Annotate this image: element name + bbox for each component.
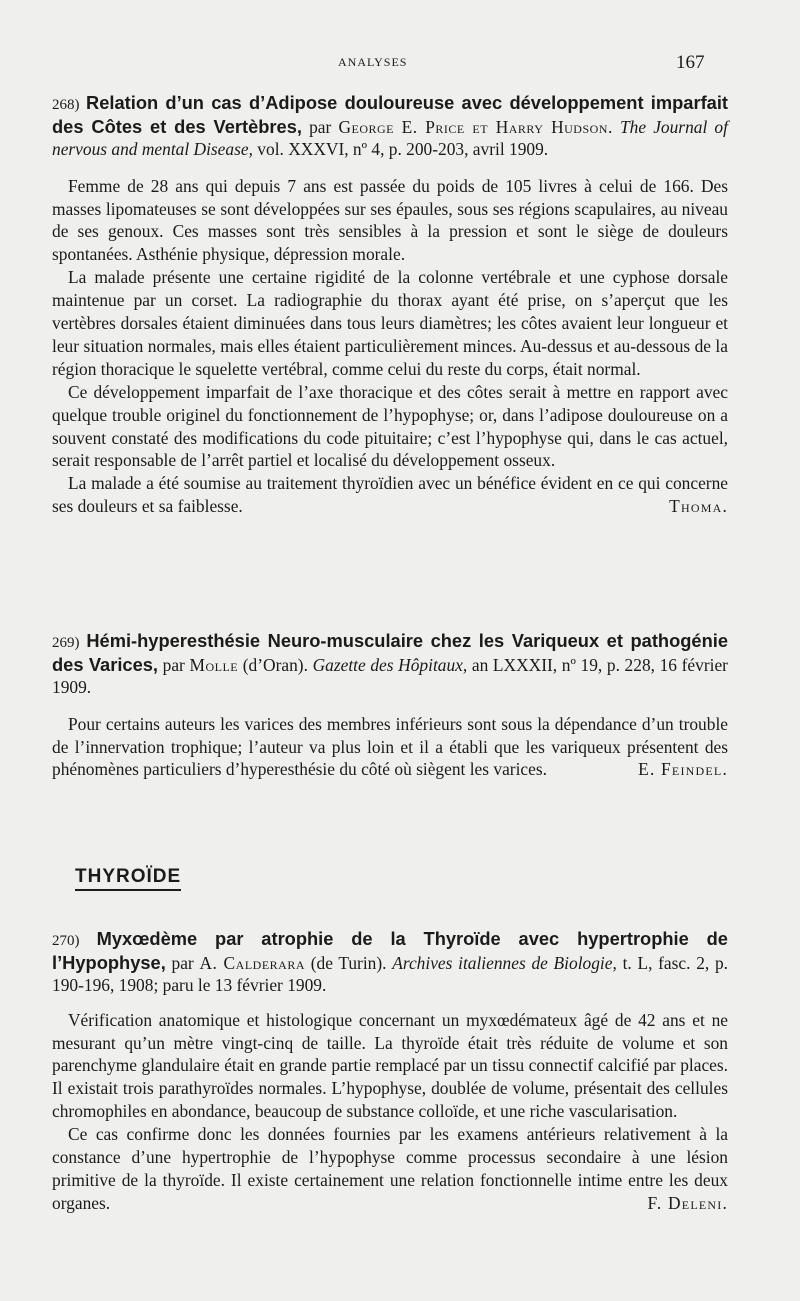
entry-paragraph-last — [52, 1123, 728, 1215]
entry-paragraph-text: Pour certains auteurs les varices des membres inférieurs sont sous la dépendance d’un trouble de l’innervation trophique; l’auteur va plus loin et il a établi que les variqueux présentent des phénomènes particuliers d’hyperesthésie du côté où siègent les varices. — [52, 713, 728, 780]
page-number: 167 — [676, 52, 705, 73]
section-heading: THYROÏDE — [75, 866, 181, 891]
entry-number: 270) — [52, 933, 80, 949]
entry-paragraph-last — [52, 472, 728, 518]
entry-paragraph-text: La malade a été soumise au traitement thyroïdien avec un bénéfice évident en ce qui concerne ses douleurs et sa faiblesse. — [52, 473, 728, 517]
entry-title: Relation d’un cas d’Adipose douloureuse avec développement imparfait des Côtes et des Vertèbres, — [52, 92, 728, 138]
entry-authors: A. Calderara — [199, 953, 305, 974]
entry-citation: t. L, fasc. 2, p. 190-196, 1908; paru le 13 février 1909. — [52, 953, 728, 996]
abstract-entry-270 — [52, 928, 728, 1215]
entry-origin: (d’Oran). — [242, 655, 308, 676]
entry-authors: George E. Price et Harry Hudson. — [338, 117, 613, 138]
abstract-entry-269 — [52, 630, 728, 781]
entry-paragraph: Femme de 28 ans qui depuis 7 ans est passée du poids de 105 livres à celui de 166. Des masses lipomateuses se sont développées sur ses épaules, sous ses régions scapulaires, au niveau de ses genoux. Ces masses sont très sensibles à la pression et sont le siège de douleurs spontanées. Asthénie physique, dépression morale. — [52, 175, 728, 265]
running-head — [0, 52, 800, 76]
entry-paragraph-text: Ce cas confirme donc les données fournies par les examens antérieurs relativement à la constance d’une hypertrophie de l’hypophyse comme processus secondaire à une lésion primitive de la thyroïde. Il existe certainement une relation fonctionnelle intime entre les deux organes. — [52, 1124, 728, 1213]
entry-title: Myxœdème par atrophie de la Thyroïde avec hypertrophie de l’Hypophyse, — [52, 928, 728, 974]
entry-signature: Thoma. — [669, 496, 728, 517]
entry-citation: vol. XXXVI, nº 4, p. 200-203, avril 1909. — [257, 139, 549, 160]
entry-header — [52, 630, 728, 699]
entry-paragraph: Ce développement imparfait de l’axe thoracique et des côtes serait à mettre en rapport avec quelque trouble originel du fonctionnement de l’hypophyse; or, dans l’adipose douloureuse on a souvent constaté des modifications du code pituitaire; c’est l’hypophyse qui, dans le cas actuel, serait responsable de l’arrêt partiel et localisé du développement osseux. — [52, 381, 728, 471]
entry-number: 269) — [52, 635, 80, 651]
entry-authors: Molle — [189, 655, 239, 676]
running-head-title: ANALYSES — [338, 55, 408, 69]
entry-paragraph-last — [52, 713, 728, 782]
entry-citation: an LXXXII, nº 19, p. 228, 16 février 1909. — [52, 655, 728, 698]
entry-number: 268) — [52, 97, 80, 113]
abstract-entry-268 — [52, 92, 728, 518]
entry-origin: (de Turin). — [310, 953, 387, 974]
entry-signature: F. Deleni. — [647, 1192, 728, 1213]
entry-journal: Archives italiennes de Biologie, — [392, 953, 617, 974]
entry-paragraph: La malade présente une certaine rigidité de la colonne vertébrale et une cyphose dorsale maintenue par un corset. La radiographie du thorax ayant été prise, on s’aperçut que les vertèbres dorsales étaient diminuées dans tous leurs diamètres; les côtes avaient leur longueur et leur situation normales, mais elles étaient particulièrement minces. Au-dessus et au-dessous de la région thoracique le squelette vertébral, comme celui du reste du corps, était normal. — [52, 267, 728, 379]
entry-title: Hémi-hyperesthésie Neuro-musculaire chez les Variqueux et pathogénie des Varices, — [52, 630, 728, 676]
entry-journal: Gazette des Hôpitaux, — [312, 655, 468, 676]
entry-signature: E. Feindel. — [638, 759, 728, 780]
entry-by: par — [171, 953, 194, 974]
entry-by: par — [309, 117, 332, 138]
entry-by: par — [162, 655, 185, 676]
entry-header — [52, 928, 728, 997]
entry-journal: The Journal of nervous and mental Disease, — [52, 117, 728, 160]
entry-paragraph: Vérification anatomique et histologique concernant un myxœdémateux âgé de 42 ans et ne mesurant qu’un mètre vingt-cinq de taille. La thyroïde était très réduite de volume et son parenchyme glandulaire était en grande partie remplacé par un tissu connectif calcifié par places. Il existait trois parathyroïdes normales. L’hypophyse, doublée de volume, présentait des cellules chromophiles en abondance, beaucoup de substance colloïde, et une riche vascularisation. — [52, 1009, 728, 1122]
entry-header — [52, 92, 728, 161]
